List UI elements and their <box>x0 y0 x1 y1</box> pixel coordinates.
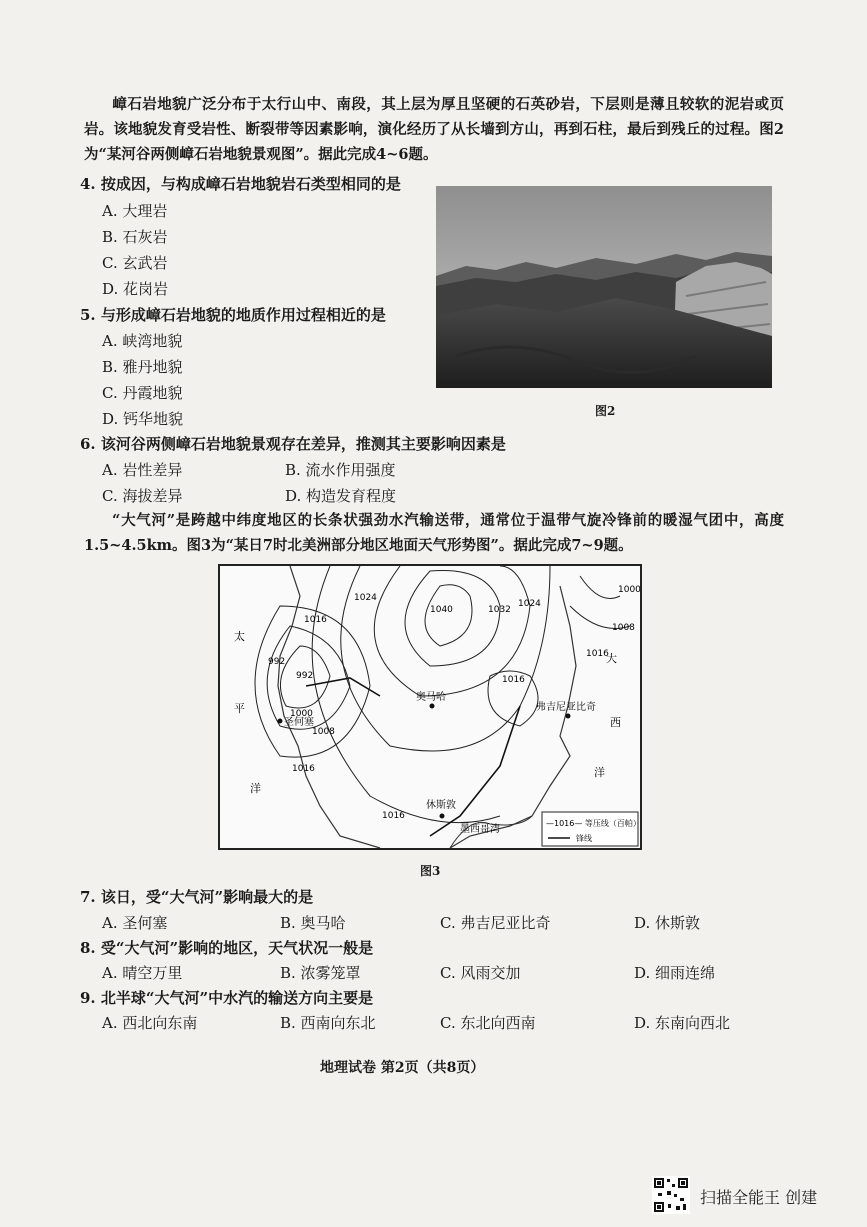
isobar-label: 1016 <box>304 615 327 625</box>
isobar-1000-ne <box>580 576 620 599</box>
isobar-label: 1016 <box>502 675 525 685</box>
legend-isobar: —1016— 等压线（百帕） <box>546 819 640 828</box>
gulf-label: 墨西哥湾 <box>460 824 500 835</box>
q8-option-b[interactable]: B. 浓雾笼罩 <box>280 964 361 982</box>
isobar-label: 1040 <box>430 605 453 615</box>
isobar-label: 992 <box>268 657 286 667</box>
q5-option-a[interactable]: A. 峡湾地貌 <box>102 332 183 350</box>
isobar-label: 1008 <box>312 727 335 737</box>
ocean-label: 洋 <box>250 782 261 795</box>
q6-option-c[interactable]: C. 海拔差异 <box>102 487 183 505</box>
ocean-label: 大 <box>606 652 617 665</box>
question-6-stem: 6. 该河谷两侧嶂石岩地貌景观存在差异，推测其主要影响因素是 <box>80 435 506 453</box>
intro-text-2: “大气河”是跨越中纬度地区的长条状强劲水汽输送带，通常位于温带气旋冷锋前的暖湿气团中，高度1.5~4.5km。图3为“某日7时北美洲部分地区地面天气形势图”。据此完成7~9题。 <box>84 512 784 554</box>
ocean-label: 西 <box>610 716 621 729</box>
q4-option-a[interactable]: A. 大理岩 <box>102 202 168 220</box>
q6-option-b[interactable]: B. 流水作用强度 <box>285 461 396 479</box>
page-footer: 地理试卷 第2页（共8页） <box>320 1060 485 1076</box>
city-label-san-jose: 圣何塞 <box>284 717 314 728</box>
q7-option-d[interactable]: D. 休斯敦 <box>634 914 701 932</box>
isobar-label: 992 <box>296 671 314 681</box>
question-7-stem: 7. 该日，受“大气河”影响最大的是 <box>80 888 314 906</box>
isobar-label: 1032 <box>488 605 511 615</box>
q9-option-c[interactable]: C. 东北向西南 <box>440 1014 536 1032</box>
q6-option-d[interactable]: D. 构造发育程度 <box>285 487 397 505</box>
city-dot-virginia-beach <box>566 714 571 719</box>
weather-map-svg <box>220 566 640 848</box>
q6-option-a[interactable]: A. 岩性差异 <box>102 461 183 479</box>
city-label-houston: 休斯敦 <box>426 800 456 811</box>
q9-option-b[interactable]: B. 西南向东北 <box>280 1014 376 1032</box>
city-dot-san-jose <box>278 719 283 724</box>
figure-3-caption: 图3 <box>420 864 441 878</box>
intro-paragraph-1 <box>84 92 784 167</box>
question-8-stem: 8. 受“大气河”影响的地区，天气状况一般是 <box>80 939 374 957</box>
isobar-label: 1016 <box>586 649 609 659</box>
intro-paragraph-2 <box>84 508 784 558</box>
isobar-label: 1024 <box>518 599 541 609</box>
figure-3-weather-map <box>218 564 642 850</box>
q7-option-c[interactable]: C. 弗吉尼亚比奇 <box>440 914 551 932</box>
city-dot-omaha <box>430 704 435 709</box>
question-4-stem: 4. 按成因，与构成嶂石岩地貌岩石类型相同的是 <box>80 175 401 193</box>
q8-option-c[interactable]: C. 风雨交加 <box>440 964 521 982</box>
city-label-virginia-beach: 弗吉尼亚比奇 <box>536 702 596 713</box>
legend-front: 锋线 <box>576 834 592 843</box>
ocean-label: 平 <box>234 702 245 715</box>
intro-text-1: 嶂石岩地貌广泛分布于太行山中、南段，其上层为厚且坚硬的石英砂岩，下层则是薄且较软的泥岩或页岩。该地貌发育受岩性、断裂带等因素影响，演化经历了从长墙到方山，再到石柱，最后到残丘的过程。图2为“某河谷两侧嶂石岩地貌景观图”。据此完成4~6题。 <box>84 96 784 163</box>
scanner-watermark <box>652 1176 852 1216</box>
city-dot-houston <box>440 814 445 819</box>
ocean-label: 洋 <box>594 766 605 779</box>
q5-option-b[interactable]: B. 雅丹地貌 <box>102 358 183 376</box>
q7-option-a[interactable]: A. 圣何塞 <box>102 914 168 932</box>
isobar-label: 1000 <box>618 585 640 595</box>
figure-2-landscape-photo <box>436 186 772 388</box>
ocean-label: 太 <box>234 630 245 643</box>
q8-option-a[interactable]: A. 晴空万里 <box>102 964 183 982</box>
q9-option-d[interactable]: D. 东南向西北 <box>634 1014 731 1032</box>
q8-option-d[interactable]: D. 细雨连绵 <box>634 964 716 982</box>
isobar-label: 1016 <box>382 811 405 821</box>
isobar-label: 1016 <box>292 764 315 774</box>
q5-option-d[interactable]: D. 钙华地貌 <box>102 410 184 428</box>
isobar-label: 1008 <box>612 623 635 633</box>
q9-option-a[interactable]: A. 西北向东南 <box>102 1014 198 1032</box>
q4-option-d[interactable]: D. 花岗岩 <box>102 280 169 298</box>
isobar-label: 1000 <box>290 709 313 719</box>
isobar-label: 1024 <box>354 593 377 603</box>
question-9-stem: 9. 北半球“大气河”中水汽的输送方向主要是 <box>80 989 374 1007</box>
q7-option-b[interactable]: B. 奥马哈 <box>280 914 346 932</box>
landscape-illustration <box>436 186 772 388</box>
city-label-omaha: 奥马哈 <box>416 692 446 703</box>
figure-2-caption: 图2 <box>595 404 616 418</box>
isobar-1040 <box>425 585 472 646</box>
scanner-brand-text: 扫描全能王 创建 <box>700 1188 818 1207</box>
q4-option-c[interactable]: C. 玄武岩 <box>102 254 168 272</box>
q4-option-b[interactable]: B. 石灰岩 <box>102 228 168 246</box>
qr-code-icon <box>652 1176 690 1214</box>
west-coastline <box>278 566 380 848</box>
question-5-stem: 5. 与形成嶂石岩地貌的地质作用过程相近的是 <box>80 306 386 324</box>
q5-option-c[interactable]: C. 丹霞地貌 <box>102 384 183 402</box>
